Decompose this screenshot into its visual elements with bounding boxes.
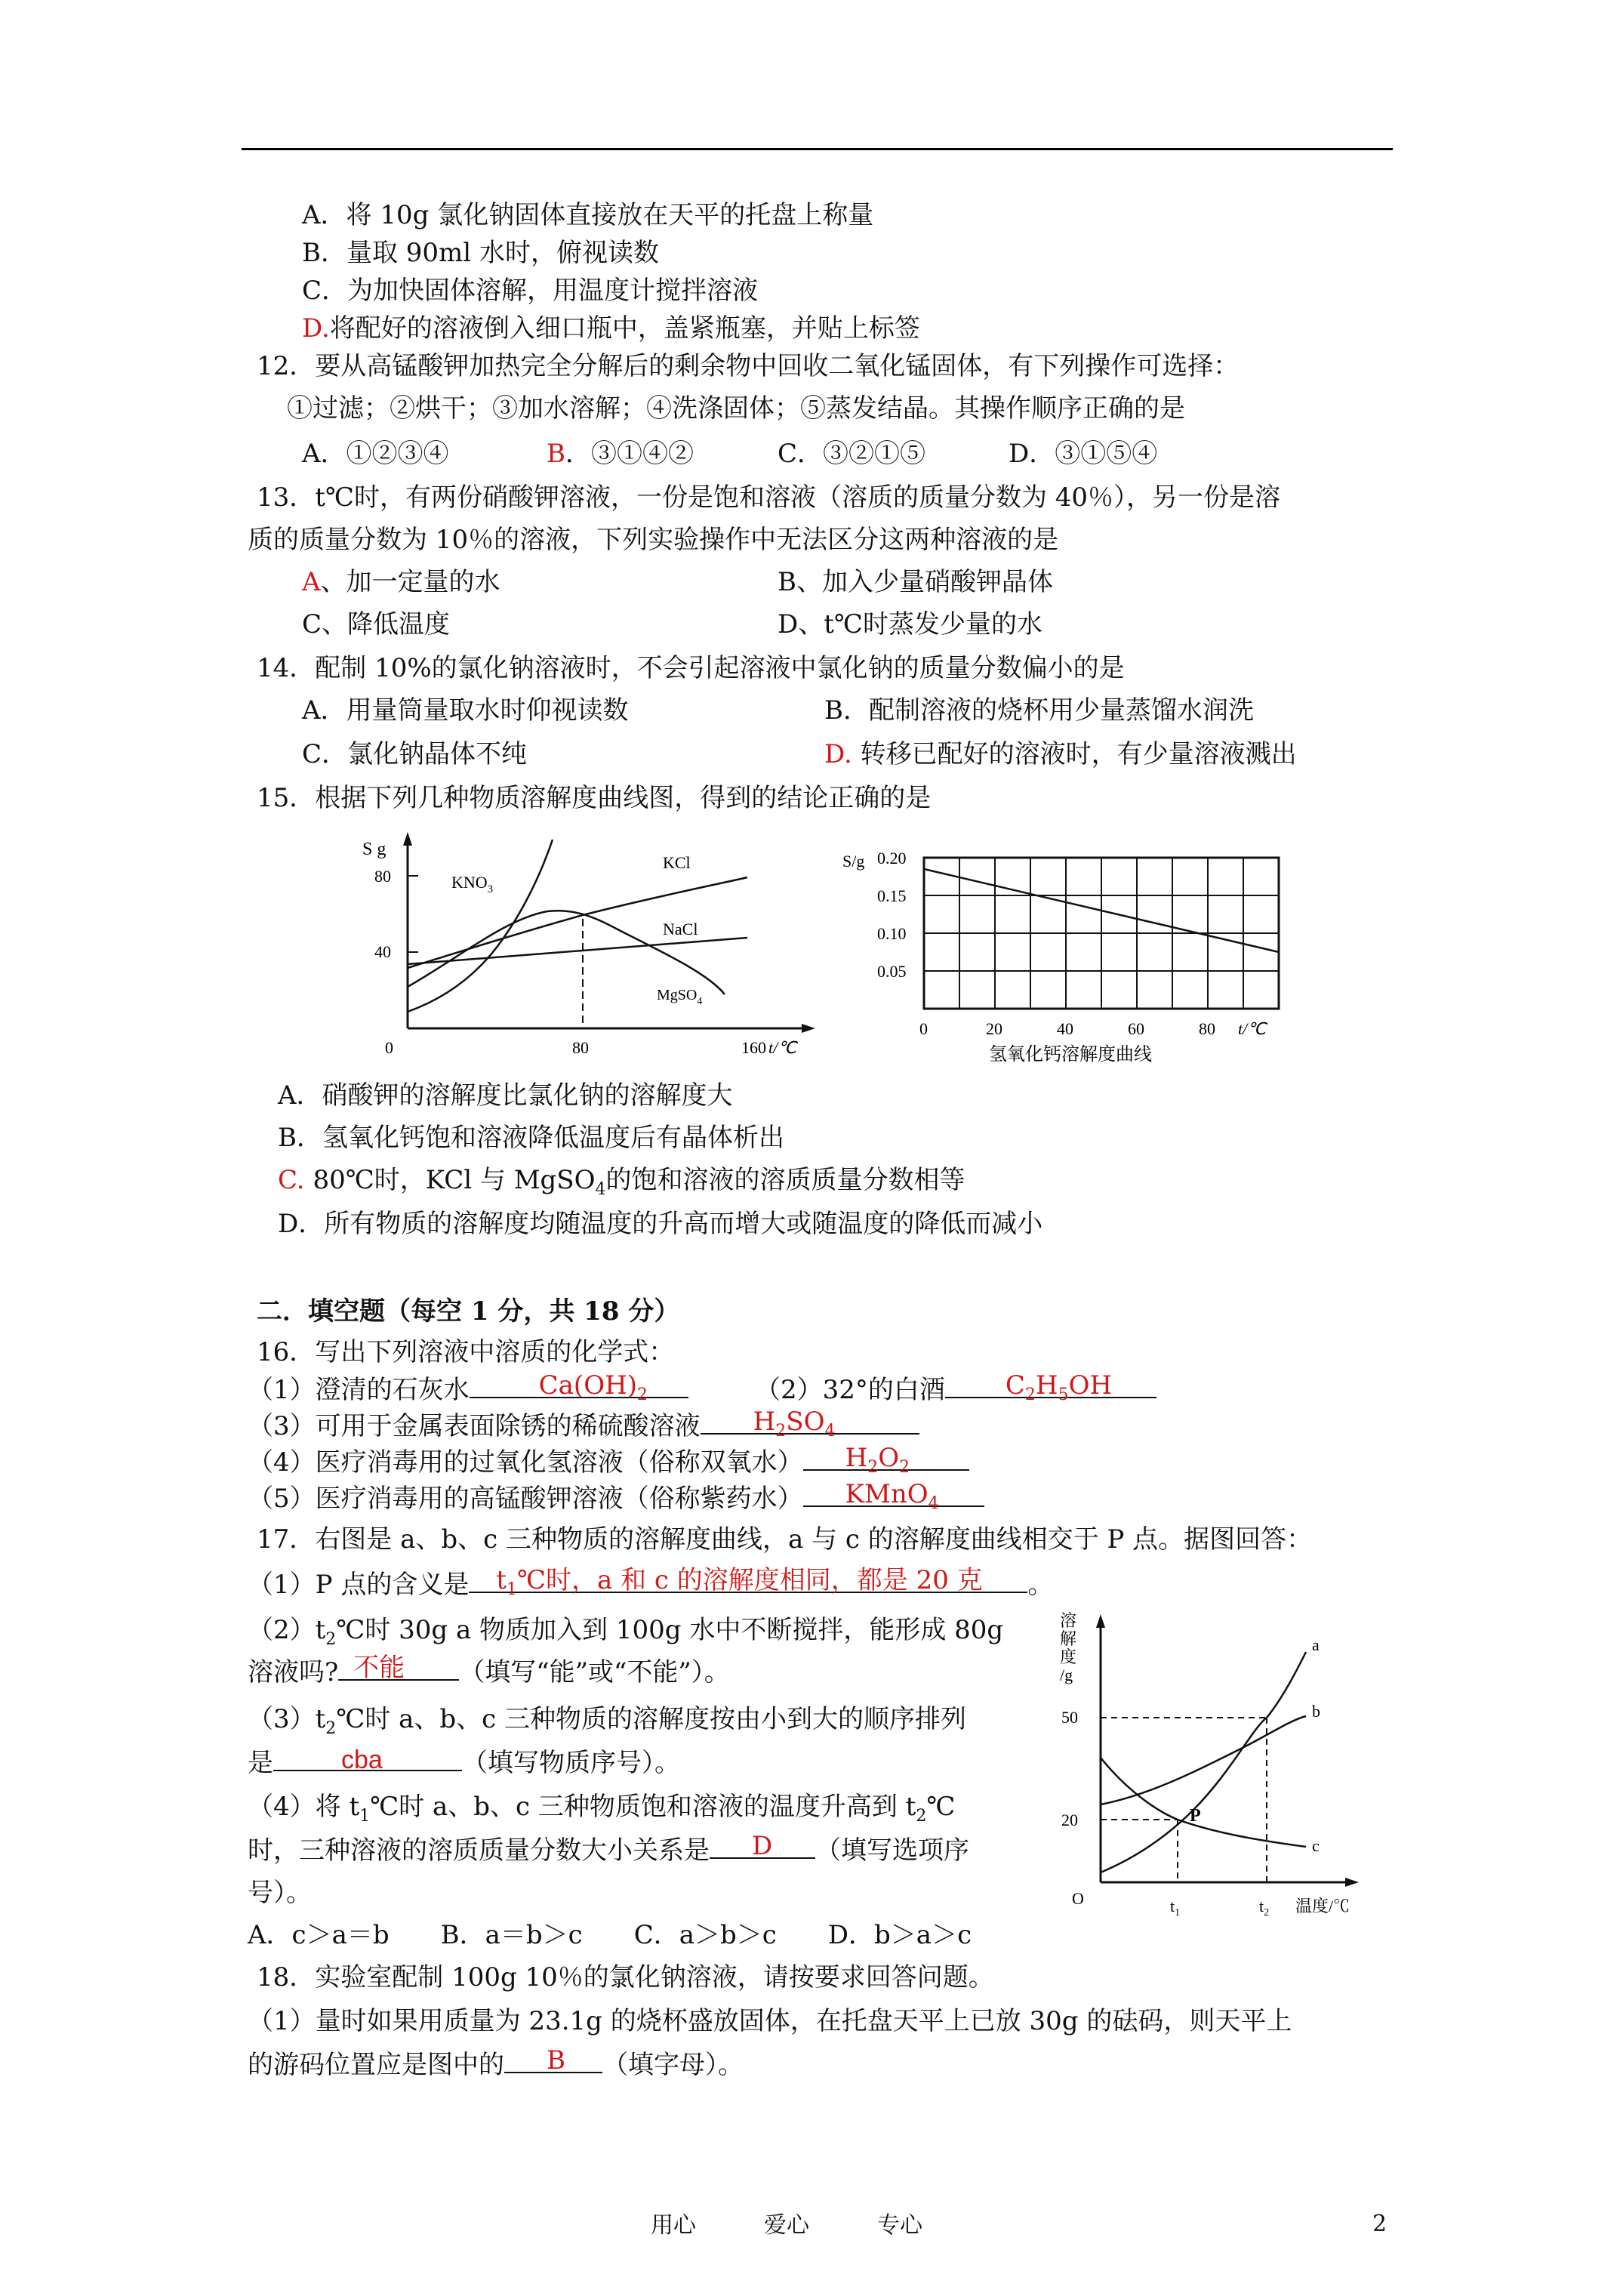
section-title: 二．填空题（每空 1 分，共 18 分）	[257, 1296, 680, 1327]
q17-item-4-line2: 时，三种溶液的溶质质量分数大小关系是 D （填写选项序	[248, 1833, 969, 1868]
x-tick: 0	[919, 1019, 928, 1038]
x-tick: 160	[741, 1038, 766, 1057]
q17-item-1: （1）P 点的含义是 $t_1℃$时，a 和 c 的溶解度相同，都是 20 克 。	[248, 1567, 1053, 1602]
footer-text-2: 爱心	[764, 2212, 809, 2239]
answer-blank	[338, 1653, 459, 1683]
chart1-ylabel: S g	[362, 840, 387, 859]
y-tick: 80	[374, 867, 391, 886]
q11-option-a: A．将 10g 氯化钠固体直接放在天平的托盘上称量	[302, 200, 874, 230]
t2-label: $t_2$	[1259, 1897, 1270, 1918]
q13-stem-line2: 质的质量分数为 10％的溶液，下列实验操作中无法区分这两种溶液的是	[248, 525, 1059, 555]
answer-blank	[710, 1831, 815, 1861]
q12-ops: ①过滤；②烘干；③加水溶解；④洗涤固体；⑤蒸发结晶。其操作顺序正确的是	[287, 393, 1185, 424]
kno3-curve	[408, 840, 553, 1012]
label-c: c	[1312, 1836, 1320, 1855]
q12-option-a: A．①②③④	[302, 439, 449, 469]
label-b: b	[1312, 1702, 1320, 1721]
q12-option-c: C．③②①⑤	[778, 439, 926, 469]
q17-options: A．c＞a＝b B．a＝b＞c C．a＞b＞c D．b＞a＞c	[248, 1920, 972, 1950]
x-tick: 60	[1128, 1019, 1144, 1038]
answer-blank	[470, 1370, 688, 1404]
label-a: a	[1312, 1635, 1320, 1654]
answer-text: $t_1℃$时，a 和 c 的溶解度相同，都是 20 克	[496, 1565, 983, 1599]
chart3-xlabel: 温度/℃	[1295, 1897, 1350, 1915]
y-tick: 0.10	[877, 924, 907, 943]
answer-mark: D.	[302, 313, 330, 344]
q15-option-d: D．所有物质的溶解度均随温度的升高而增大或随温度的降低而减小	[278, 1209, 1043, 1239]
q15-option-b: B．氢氧化钙饱和溶液降低温度后有晶体析出	[278, 1123, 784, 1153]
y-tick: 0.05	[877, 962, 907, 981]
header-rule	[242, 148, 1393, 150]
x-tick: 40	[1057, 1019, 1073, 1038]
q14-option-a: A．用量筒量取水时仰视读数	[302, 695, 629, 726]
kcl-label: KCl	[663, 853, 691, 872]
chart2-ylabel: S/g	[842, 852, 865, 871]
q12-option-b: B．③①④②	[547, 439, 694, 469]
q17-item-2-line1: $(2)t_2℃$时 30g a 物质加入到 100g 水中不断搅拌，能形成 80g	[248, 1615, 1004, 1649]
q13-option-a: A、加一定量的水	[302, 567, 500, 597]
nacl-label: NaCl	[663, 920, 698, 938]
answer-blank	[701, 1407, 919, 1441]
svg-text:解: 解	[1060, 1629, 1077, 1648]
svg-text:溶: 溶	[1060, 1611, 1077, 1630]
t1-label: $t_1$	[1170, 1897, 1181, 1918]
grid	[924, 858, 1279, 1009]
q16-item-3: （3）可用于金属表面除锈的稀硫酸溶液 $H_2SO_4$	[248, 1409, 919, 1444]
calcium-hydroxide-chart	[830, 846, 1298, 1065]
kno3-label: $KNO_3$	[451, 873, 494, 895]
x-tick: 80	[572, 1038, 589, 1057]
answer-text: $Ca(OH)_2$	[538, 1370, 648, 1404]
q17-item-4-line1: （4）将 $t_1℃$时 a、b、c 三种物质饱和溶液的温度升高到 $t_2℃$	[248, 1792, 956, 1826]
point-p-label: P	[1190, 1806, 1201, 1826]
y-tick: 0.15	[877, 886, 907, 905]
chart1-xlabel: t/℃	[768, 1038, 796, 1057]
q11-option-c: C．为加快固体溶解，用温度计搅拌溶液	[302, 276, 759, 306]
q14-stem: 14．配制 10%的氯化钠溶液时，不会引起溶液中氯化钠的质量分数偏小的是	[257, 653, 1125, 683]
answer-text: KMnO$_4$	[845, 1479, 939, 1513]
q15-stem: 15．根据下列几种物质溶解度曲线图，得到的结论正确的是	[257, 783, 932, 813]
footer-text-1: 用心	[651, 2212, 696, 2239]
q17-item-3-line2: 是 cba （填写物质序号）。	[248, 1746, 680, 1780]
answer-blank	[945, 1370, 1156, 1404]
q17-stem: 17．右图是 a、b、c 三种物质的溶解度曲线，a 与 c 的溶解度曲线相交于 P 点。据图回答：	[257, 1524, 1313, 1555]
x-tick: 20	[986, 1019, 1002, 1038]
q13-stem-line1: 13．t℃时，有两份硝酸钾溶液，一份是饱和溶液（溶质的质量分数为 40％），另一份是溶	[257, 482, 1281, 513]
solubility-chart-1	[355, 824, 823, 1066]
answer-text: $C_2H_5OH$	[1005, 1370, 1113, 1404]
curve-c	[1101, 1758, 1306, 1847]
x-tick: 0	[385, 1038, 393, 1057]
answer-blank	[803, 1479, 984, 1513]
nacl-curve	[408, 938, 747, 964]
page-number: 2	[1372, 2211, 1387, 2237]
mgso4-label: MgSO$_4$	[657, 987, 703, 1007]
q13-option-b: B、加入少量硝酸钾晶体	[778, 567, 1053, 597]
q17-item-3-line1: $(3)t_2℃$时 a、b、c 三种物质的溶解度按由小到大的顺序排列	[248, 1704, 967, 1738]
q13-option-d: D、t℃时蒸发少量的水	[778, 609, 1042, 639]
q18-item-1-line1: （1）量时如果用质量为 23.1g 的烧杯盛放固体，在托盘天平上已放 30g 的砝码，则天平上	[248, 2006, 1292, 2036]
q17-item-4-line3: 号）。	[248, 1878, 312, 1908]
q18-item-1-line2: 的游码位置应是图中的 B （填字母）。	[248, 2048, 744, 2082]
footer-text-3: 专心	[877, 2212, 922, 2239]
chart2-caption: 氢氧化钙溶解度曲线	[989, 1045, 1152, 1065]
answer-blank	[273, 1746, 462, 1774]
y-tick: 20	[1061, 1811, 1078, 1829]
q12-stem: 12．要从高锰酸钾加热完全分解后的剩余物中回收二氧化锰固体，有下列操作可选择：	[257, 351, 1240, 381]
chart2-xlabel: t/℃	[1238, 1019, 1266, 1038]
q14-option-c: C．氯化钠晶体不纯	[302, 739, 528, 769]
q11-option-d: D.将配好的溶液倒入细口瓶中，盖紧瓶塞，并贴上标签	[302, 313, 920, 344]
q18-stem: 18．实验室配制 100g 10％的氯化钠溶液，请按要求回答问题。	[257, 1962, 994, 1992]
curve-a	[1101, 1652, 1306, 1872]
q15-option-a: A．硝酸钾的溶解度比氯化钠的溶解度大	[278, 1080, 733, 1111]
answer-blank	[803, 1443, 969, 1477]
q16-stem: 16．写出下列溶液中溶质的化学式：	[257, 1337, 675, 1367]
answer-text: $H_2SO_4$	[753, 1407, 836, 1441]
y-tick: 0.20	[877, 849, 907, 868]
q15-option-c: C. 80℃时，KCl 与 MgSO$_4$的饱和溶液的溶质质量分数相等	[278, 1165, 965, 1199]
answer-text: $H_2O_2$	[845, 1443, 910, 1477]
q17-item-2-line2: 溶液吗? 不能 （填写“能”或“不能”）。	[248, 1655, 730, 1690]
y-tick: 40	[374, 942, 391, 961]
q16-item-2: （2）32°的白酒 $C_2H_5OH$	[755, 1373, 1156, 1407]
q16-item-1: （1）澄清的石灰水 $Ca(OH)_2$	[248, 1373, 688, 1407]
chart3-ylabel: /g	[1060, 1666, 1073, 1684]
q13-option-c: C、降低温度	[302, 609, 451, 639]
q11-option-b: B．量取 90ml 水时，俯视读数	[302, 238, 659, 268]
x-tick: 80	[1199, 1019, 1215, 1038]
q14-option-d: D. 转移已配好的溶液时，有少量溶液溅出	[824, 739, 1297, 769]
answer-text: B	[547, 2045, 565, 2076]
answer-text: D	[752, 1831, 773, 1861]
answer-text: 不能	[353, 1653, 405, 1683]
q14-option-b: B．配制溶液的烧杯用少量蒸馏水润洗	[824, 695, 1254, 726]
q16-item-4: （4）医疗消毒用的过氧化氢溶液（俗称双氧水） $H_2O_2$	[248, 1445, 969, 1480]
q12-option-d: D．③①⑤④	[1009, 439, 1158, 469]
answer-text: cba	[341, 1746, 383, 1774]
svg-text:度: 度	[1060, 1647, 1077, 1666]
y-tick: 50	[1061, 1708, 1078, 1727]
origin-label: O	[1072, 1889, 1084, 1908]
q16-item-5: （5）医疗消毒用的高锰酸钾溶液（俗称紫药水） KMnO$_4$	[248, 1481, 984, 1516]
abc-solubility-chart	[1057, 1607, 1374, 1924]
curve-b	[1101, 1716, 1306, 1804]
answer-blank	[504, 2045, 602, 2076]
